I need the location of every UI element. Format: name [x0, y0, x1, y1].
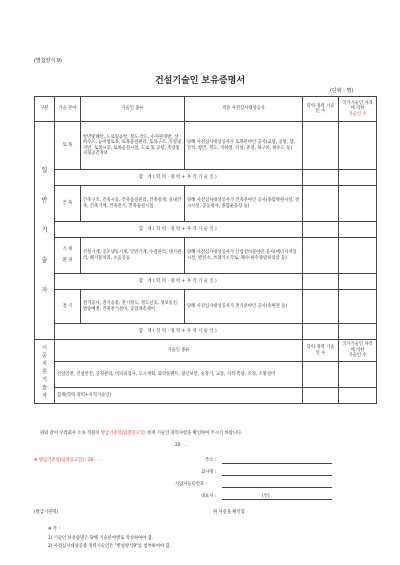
base-date: ※ 발급기준일(입찰공고일) : 20 . . .: [34, 458, 102, 463]
subtotal-row: [35, 324, 377, 340]
address-field[interactable]: [222, 463, 332, 464]
subtotal-row: [35, 222, 377, 238]
construction-types-header: 기술인 종류: [55, 340, 303, 362]
issue-date: 20 . . .: [175, 443, 189, 448]
table-row: [35, 238, 377, 274]
field-targets: 당해 사전심사대상공사가 건축분야인 공사(종합병원시설, 전시시설, 공동청사, 종합운동장 등): [185, 186, 303, 222]
header-count: 학력·경력 기술인 수: [303, 97, 339, 122]
company-label: 회사명 :: [201, 470, 217, 475]
header-certified: 국가기술인 자격에 의한 기술인 수: [339, 97, 377, 122]
field-name: 건 축: [55, 186, 81, 222]
form-number: (별첨양식 9): [34, 58, 62, 64]
company-field[interactable]: [222, 475, 332, 476]
note-item: 2) 사전심사대상공종 경력기술인은 "별첨양식9"를 첨부하여야 함.: [48, 544, 172, 549]
subtotal-row: [35, 170, 377, 186]
count-cell[interactable]: [303, 362, 339, 388]
seal-mark: (인): [262, 494, 270, 499]
field-types: 전기공사, 전기응용, 전기철도, 철도신호, 정보통신, 발송배전, 건축전기설비, 공업계측제어: [81, 290, 185, 324]
field-name: 전 기: [55, 290, 81, 324]
biz-no-label: 사업자등록번호 :: [175, 482, 207, 487]
issuer-label: (발급기관명): [34, 510, 59, 515]
subtotal-label: 합 계(학력·경력+자격기술인): [55, 274, 303, 290]
certified-cell[interactable]: [339, 290, 377, 324]
declaration: 위와 같이 우리회사 소속 직원의 발급기준일(입찰공고일) 현재 기술인 경력사항을 확인하여 주시기 바랍니다.: [40, 431, 243, 436]
address-label: 주소 :: [205, 458, 217, 463]
table-row: [35, 290, 377, 324]
subtotal-label: 합 계(학력·경력+자격기술인): [55, 324, 303, 340]
header-targets: 적용 사전심사대상공사: [185, 97, 303, 122]
grand-total-label: 합계(학력·경력+자격기술인): [55, 388, 303, 404]
field-targets: 당해 사전심사대상공사가 토목분야인 공사(교량, 공항, 댐, 간척, 항만, 철도, 지하철, 터널, 준설, 하구둑, 하수도 등): [185, 122, 303, 170]
count-cell[interactable]: [303, 186, 339, 222]
table-header-row: [35, 97, 377, 122]
certified-cell[interactable]: [339, 122, 377, 170]
unit-label: (단위 : 명): [330, 88, 354, 94]
field-types: 건축구조, 건축시공, 건축품질관리, 건축설계, 실내건축, 건축기계, 건축전기, 건축품질시험: [81, 186, 185, 222]
page-title: 건설기술인 보유증명서: [154, 76, 246, 86]
certified-cell[interactable]: [339, 362, 377, 388]
table-row: [35, 186, 377, 222]
certified-cell[interactable]: [339, 238, 377, 274]
certified-cell[interactable]: [339, 186, 377, 222]
general-category-label: 일반기술자: [35, 122, 55, 340]
header-types: 기술인 종류: [81, 97, 185, 122]
subtotal-label: 합 계(학력·경력+자격기술인): [55, 170, 303, 186]
ceo-label: 대표자 :: [201, 494, 217, 499]
count-cell[interactable]: [303, 238, 339, 274]
subtotal-label: 합 계(학력·경력+자격기술인): [55, 222, 303, 238]
note-item: 1) 기술인 보유증명은 당해 기술분야별로 작성하여야 함.: [48, 536, 154, 541]
construction-header-row: [35, 340, 377, 362]
ceo-field[interactable]: [222, 499, 332, 500]
construction-types: 산업안전, 건설안전, 공정관리, 비파괴검사, 도시계획, 화학플랜트, 광산보안, 승강기, 교통, 지적·측량, 조경, 소방설비: [55, 362, 303, 388]
field-name: 토 목: [55, 122, 81, 170]
notes-title: ※ 주 :: [48, 527, 60, 532]
field-types: 항만및해안, 도로및공항, 철도·삭도, 수자원개발, 상하수도, 농어업토목, 토목품질관리, 토목구조, 지질및지반, 토목시공, 토목품질시험, 도로 및 공항, 측량및지형공간정보: [81, 122, 185, 170]
field-targets: 당해 사전심사대상공사가 전기분야인 공사(송변전 등): [185, 290, 303, 324]
confirm-text: 위 사실을 확인함.: [213, 510, 247, 515]
construction-category-label: 시공지원기술자: [35, 340, 55, 404]
count-cell[interactable]: [303, 290, 339, 324]
header-certified: 국가기술인 자격에 의한 기술인 수: [339, 340, 377, 362]
field-name: 기 계 환 경: [55, 238, 81, 274]
header-category: 구분: [35, 97, 55, 122]
table-row: [35, 122, 377, 170]
biz-no-field[interactable]: [222, 487, 332, 488]
header-count: 학력·경력 기술인 수: [303, 340, 339, 362]
grand-total-row: [35, 388, 377, 404]
field-types: 건설기계, 공조냉동기계, 일반기계, 수질관리, 대기관리, 폐기물처리, 소음진동: [81, 238, 185, 274]
count-cell[interactable]: [303, 122, 339, 170]
field-targets: 당해 사전심사대상공사가 산업설비분야인 공사(에너지저장시설, 발전소, 쓰레기소각로, 폐수·하수종말처리장 등): [185, 238, 303, 274]
certificate-table: [34, 96, 377, 404]
subtotal-row: [35, 274, 377, 290]
header-field: 기술 분야: [55, 97, 81, 122]
table-row: [35, 362, 377, 388]
